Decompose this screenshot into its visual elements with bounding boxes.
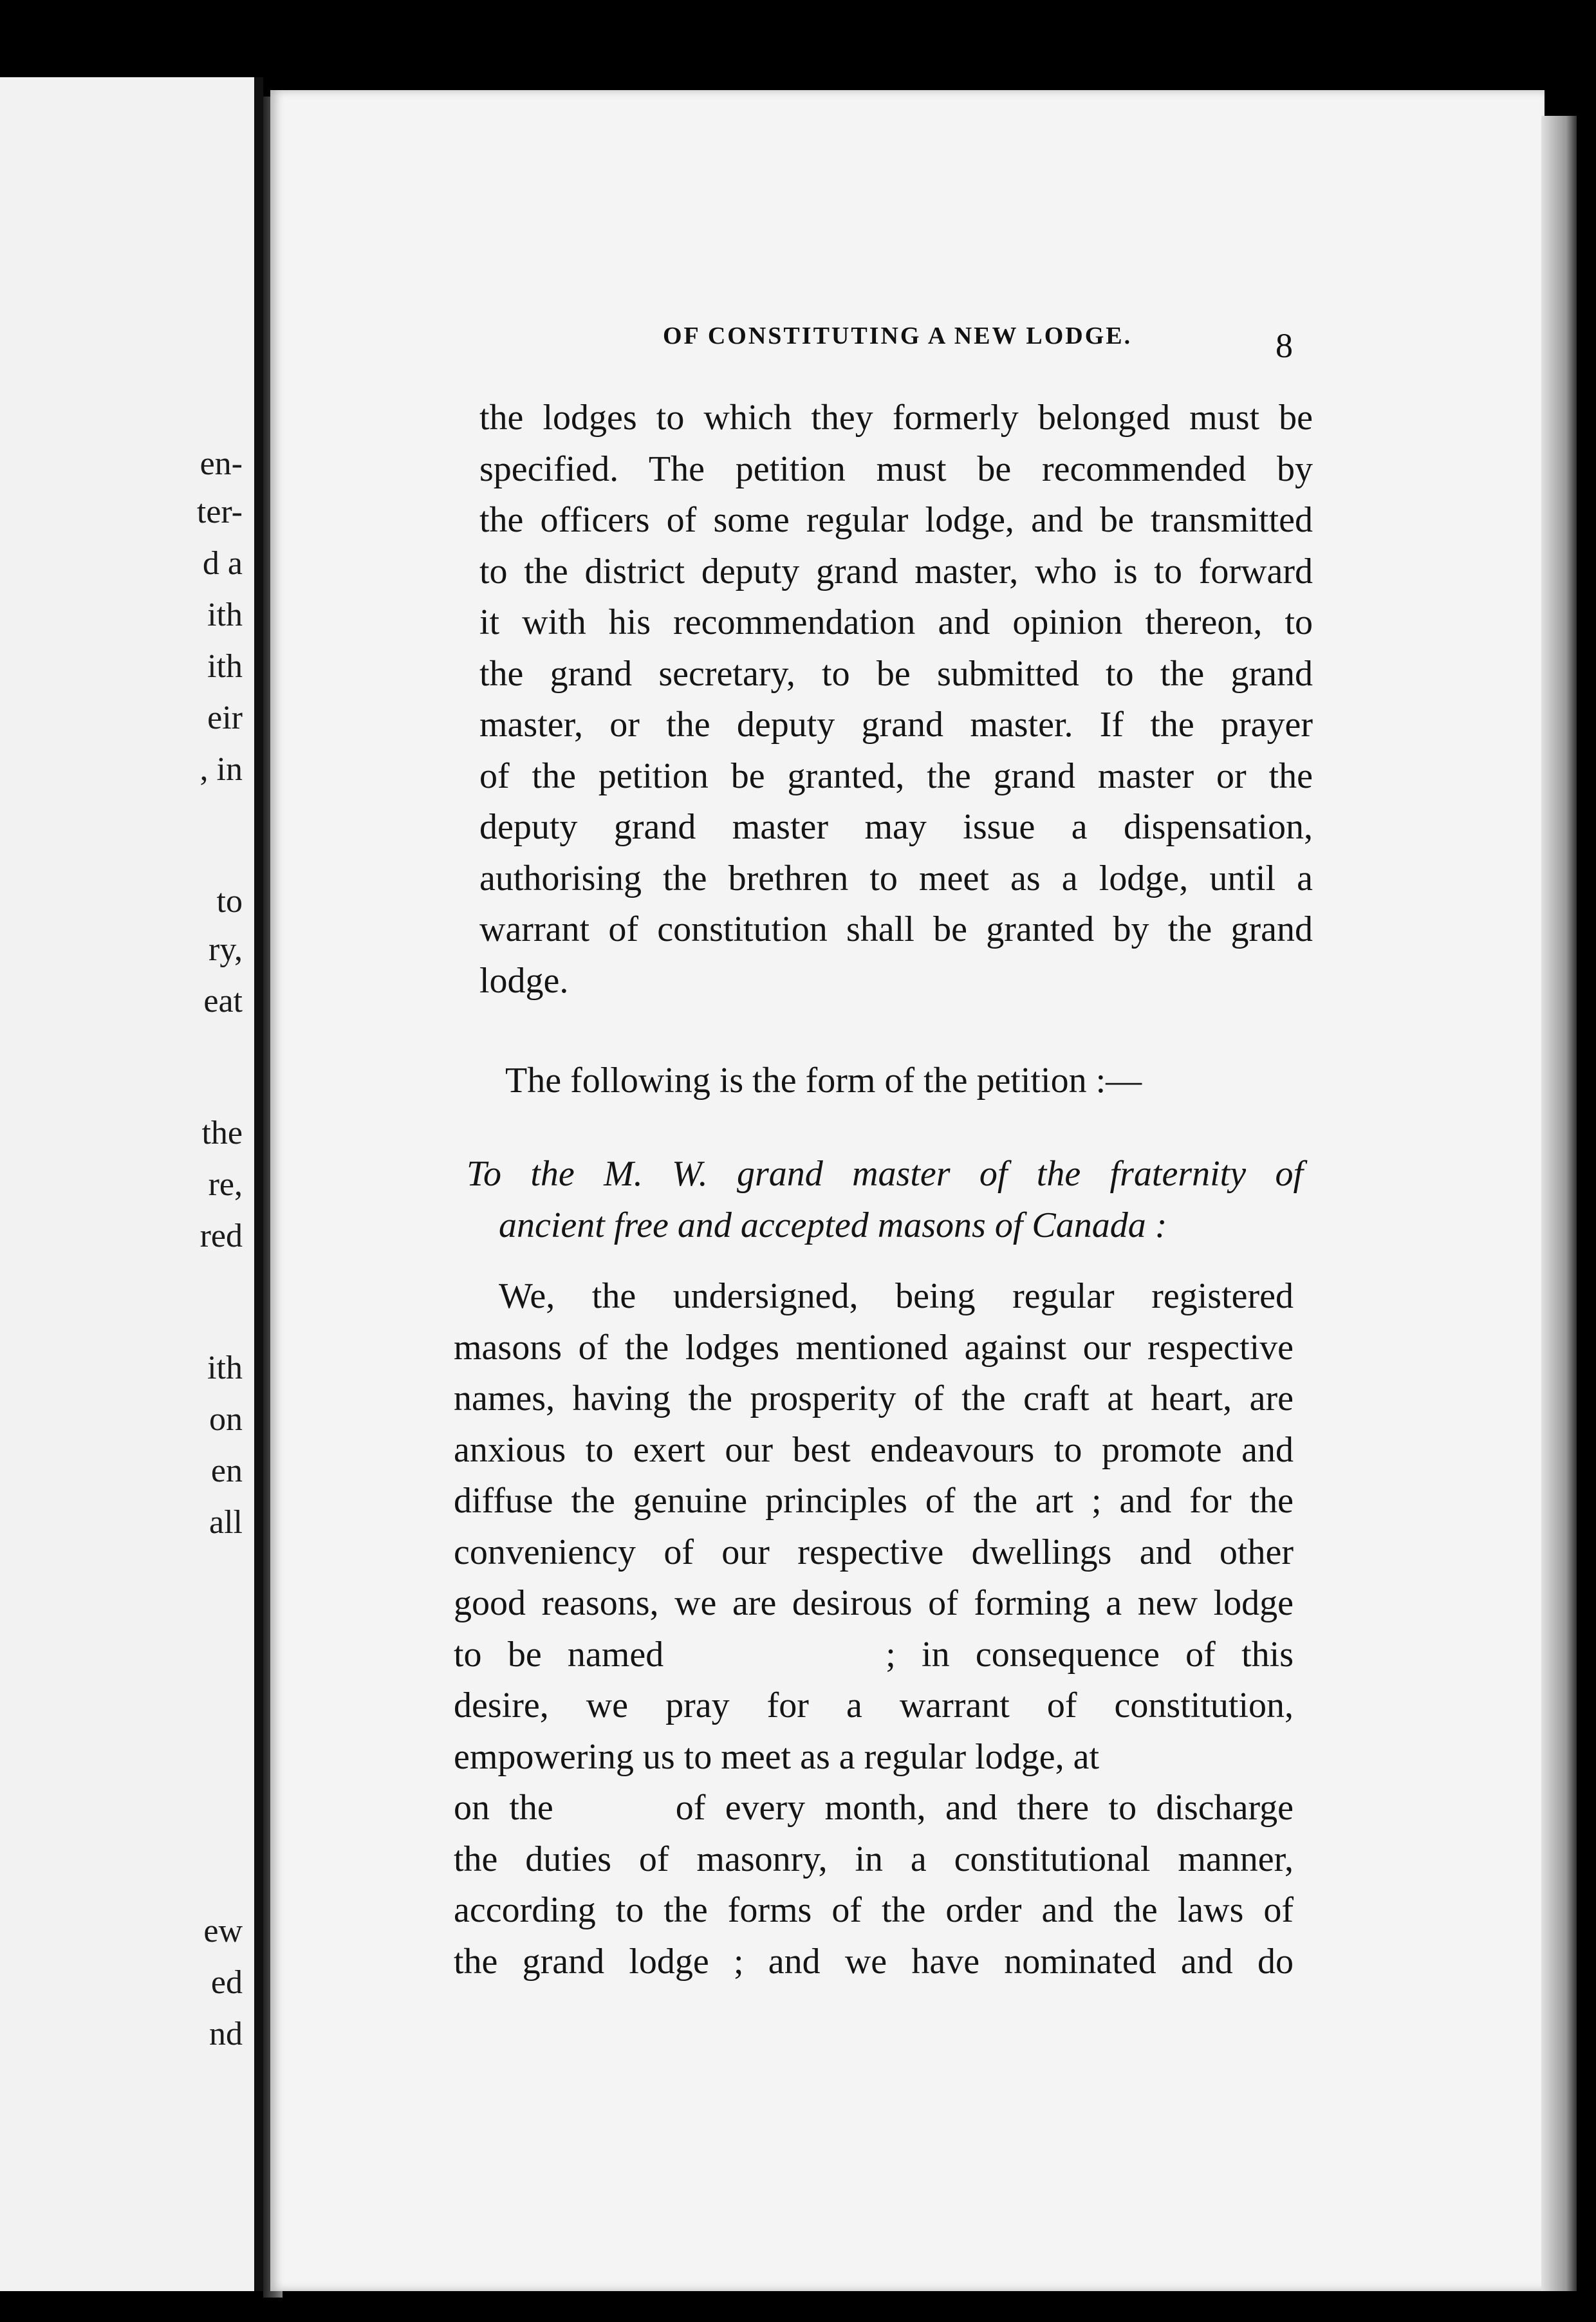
left-fragment: on — [209, 1401, 243, 1438]
left-fragment: ed — [210, 1964, 243, 2001]
page-stack-edge — [1541, 116, 1577, 2291]
text-line: according to the forms of the order and the laws of — [454, 1890, 1294, 1930]
left-fragment: ith — [207, 597, 243, 633]
left-fragment: the — [201, 1115, 243, 1151]
text-fragment: on the — [454, 1788, 553, 1828]
text-line: To the M. W. grand master of the fraternity of — [467, 1154, 1303, 1194]
left-fragment: , in — [200, 751, 243, 788]
running-head: OF CONSTITUTING A NEW LODGE. — [663, 322, 1133, 349]
text-line: of the petition be granted, the grand master or the — [479, 756, 1313, 796]
text-line: desire, we pray for a warrant of constitution, — [454, 1686, 1294, 1725]
blank-name-line — [454, 1630, 1294, 1681]
text-line: the officers of some regular lodge, and be transmitted — [479, 500, 1313, 540]
left-fragment: ith — [207, 648, 243, 685]
text-line: it with his recommendation and opinion thereon, to — [479, 602, 1313, 642]
left-fragment: red — [200, 1218, 243, 1254]
left-fragment: ry, — [209, 931, 243, 968]
left-fragment: re, — [208, 1166, 243, 1203]
left-fragment: en- — [200, 445, 243, 482]
left-fragment: ith — [207, 1350, 243, 1386]
text-line: deputy grand master may issue a dispensation, — [479, 807, 1313, 847]
page-number: 8 — [1276, 326, 1293, 365]
previous-page-edge — [0, 77, 263, 2291]
text-line: warrant of constitution shall be granted by the grand — [479, 909, 1313, 949]
text-line: names, having the prosperity of the craft at heart, are — [454, 1379, 1294, 1418]
text-line: diffuse the genuine principles of the art ; and for the — [454, 1481, 1294, 1521]
text-line: the grand secretary, to be submitted to the grand — [479, 653, 1313, 694]
text-line: anxious to exert our best endeavours to promote and — [454, 1429, 1294, 1470]
left-fragment: eat — [203, 983, 243, 1019]
blank-day-line — [454, 1783, 1294, 1834]
text-line: the lodges to which they formerly belonged must be — [479, 398, 1313, 438]
text-fragment: ; in consequence of this — [886, 1634, 1294, 1675]
petition-address — [467, 1149, 1303, 1251]
text-line: specified. The petition must be recommended by — [479, 449, 1313, 489]
left-fragment: all — [209, 1504, 243, 1541]
text-line: conveniency of our respective dwellings and other — [454, 1532, 1294, 1572]
text-line: We, the undersigned, being regular registered — [499, 1276, 1294, 1316]
text-line: empowering us to meet as a regular lodge, at — [454, 1736, 1099, 1777]
text-line: masons of the lodges mentioned against our respective — [454, 1327, 1294, 1368]
petition-body — [454, 1271, 1294, 1987]
text-line: good reasons, we are desirous of forming a new lodge — [454, 1583, 1294, 1623]
text-fragment: to be named — [454, 1634, 664, 1675]
text-line: the duties of masonry, in a constitutional manner, — [454, 1839, 1294, 1879]
text-line: the grand lodge ; and we have nominated and do — [454, 1941, 1294, 1982]
text-line: authorising the brethren to meet as a lodge, until a — [479, 858, 1313, 898]
left-fragment: ter- — [196, 494, 243, 530]
text-line: The following is the form of the petition :— — [505, 1061, 1142, 1101]
text-line: master, or the deputy grand master. If the prayer — [479, 705, 1313, 745]
left-fragment: en — [210, 1453, 243, 1489]
left-fragment: d a — [202, 545, 243, 582]
text-fragment: of every month, and there to discharge — [675, 1788, 1294, 1828]
text-line: lodge. — [479, 960, 569, 1001]
text-line: to the district deputy grand master, who is to forward — [479, 551, 1313, 591]
left-fragment: to — [216, 883, 243, 920]
left-fragment: ew — [203, 1913, 243, 1949]
text-line: ancient free and accepted masons of Canada : — [499, 1205, 1167, 1245]
paragraph-continuation — [479, 393, 1313, 1007]
left-fragment: eir — [207, 700, 243, 736]
petition-intro — [505, 1055, 1297, 1107]
left-fragment: nd — [209, 2016, 243, 2052]
